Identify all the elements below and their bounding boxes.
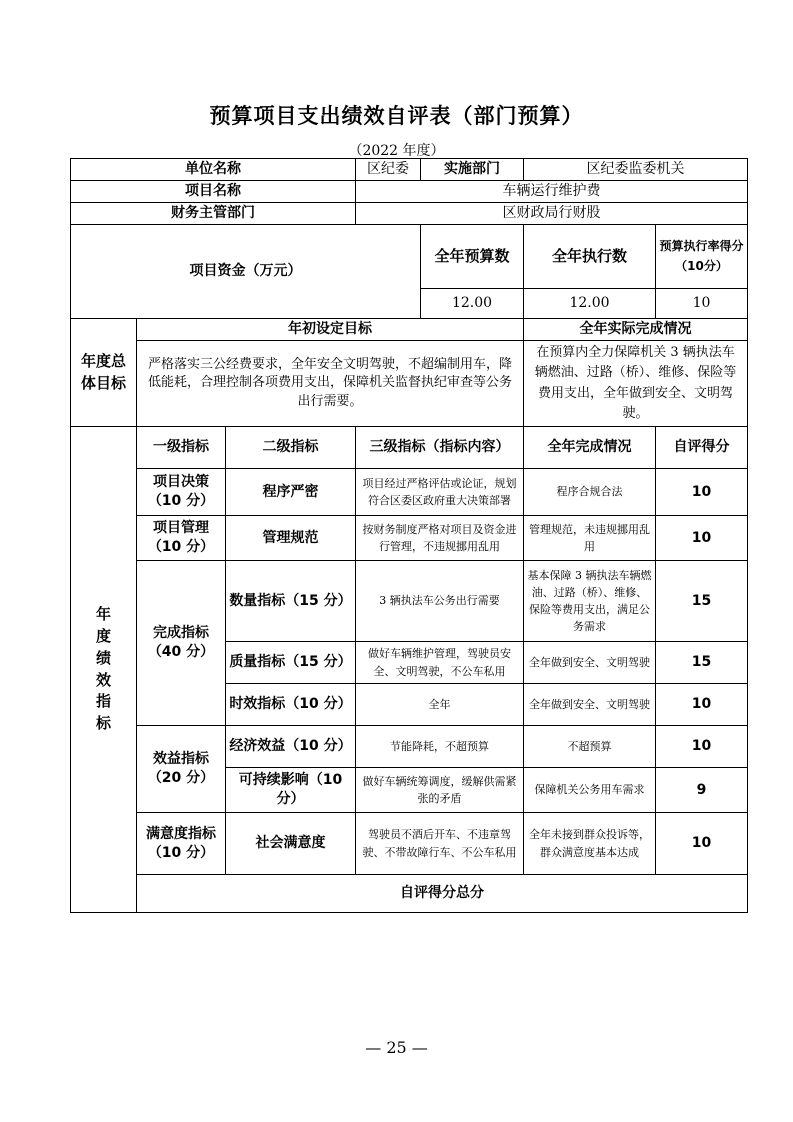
score-cell: 10: [656, 469, 748, 516]
l1-cell: 项目决策（10 分）: [137, 469, 226, 516]
done-cell: 程序合规合法: [524, 469, 656, 516]
table-row: [71, 726, 748, 768]
score-header: 自评得分: [656, 427, 748, 469]
table-row: [71, 516, 748, 561]
done-cell: 全年未接到群众投诉等，群众满意度基本达成: [524, 813, 656, 875]
set-goal-text: 严格落实三公经费要求，全年安全文明驾驶，不超编制用车，降低能耗，合理控制各项费用支出，保障机关监督执纪审查等公务出行需要。: [137, 341, 524, 427]
l3-cell: 3 辆执法车公务出行需要: [356, 561, 524, 642]
score-cell: 10: [656, 726, 748, 768]
funds-label: 项目资金（万元）: [71, 225, 421, 319]
l2-cell: 时效指标（10 分）: [226, 684, 356, 726]
project-value: 车辆运行维护费: [356, 181, 748, 203]
dept-label: 实施部门: [421, 159, 524, 181]
finance-label: 财务主管部门: [71, 203, 356, 225]
l3-cell: 做好车辆统筹调度，缓解供需紧张的矛盾: [356, 768, 524, 813]
l2-cell: 管理规范: [226, 516, 356, 561]
perf-header-row: [71, 427, 748, 469]
l2-cell: 数量指标（15 分）: [226, 561, 356, 642]
l3-cell: 做好车辆维护管理，驾驶员安全、文明驾驶，不公车私用: [356, 642, 524, 684]
total-row: [71, 875, 748, 913]
set-goal-label: 年初设定目标: [137, 319, 524, 341]
goals-label: 年度总体目标: [71, 319, 137, 427]
unit-row: [71, 159, 748, 181]
actual-goal-text: 在预算内全力保障机关 3 辆执法车辆燃油、过路（桥）、维修、保险等费用支出，全年做到安全、文明驾驶。: [524, 341, 748, 427]
score-cell: 15: [656, 561, 748, 642]
project-label: 项目名称: [71, 181, 356, 203]
self-evaluation-table: [70, 158, 748, 913]
exec-value: 12.00: [524, 289, 656, 319]
perf-label: 年度绩效指标: [71, 427, 137, 913]
l2-cell: 程序严密: [226, 469, 356, 516]
dept-value: 区纪委监委机关: [524, 159, 748, 181]
l1-header: 一级指标: [137, 427, 226, 469]
table-row: [71, 469, 748, 516]
table-row: [71, 813, 748, 875]
l1-cell: 效益指标（20 分）: [137, 726, 226, 813]
page-title: 预算项目支出绩效自评表（部门预算）: [209, 104, 584, 128]
budget-label: 全年预算数: [421, 225, 524, 289]
l3-cell: 节能降耗，不超预算: [356, 726, 524, 768]
unit-label: 单位名称: [71, 159, 356, 181]
l2-cell: 可持续影响（10 分）: [226, 768, 356, 813]
rate-value: 10: [656, 289, 748, 319]
done-cell: 不超预算: [524, 726, 656, 768]
rate-label: 预算执行率得分（10分）: [656, 225, 748, 289]
table-row: [71, 561, 748, 642]
l3-header: 三级指标（指标内容）: [356, 427, 524, 469]
total-label: 自评得分总分: [137, 875, 748, 913]
l1-cell: 满意度指标（10 分）: [137, 813, 226, 875]
actual-goal-label: 全年实际完成情况: [524, 319, 748, 341]
page-number: — 25 —: [365, 1038, 428, 1057]
score-cell: 9: [656, 768, 748, 813]
score-cell: 10: [656, 684, 748, 726]
done-cell: 基本保障 3 辆执法车辆燃油、过路（桥）、维修、保险等费用支出，满足公务需求: [524, 561, 656, 642]
l2-cell: 质量指标（15 分）: [226, 642, 356, 684]
l3-cell: 按财务制度严格对项目及资金进行管理，不违规挪用乱用: [356, 516, 524, 561]
score-cell: 10: [656, 813, 748, 875]
unit-value: 区纪委: [356, 159, 421, 181]
done-header: 全年完成情况: [524, 427, 656, 469]
score-cell: 15: [656, 642, 748, 684]
funds-header-row: [71, 225, 748, 289]
l3-cell: 驾驶员不酒后开车、不违章驾驶、不带故障行车、不公车私用: [356, 813, 524, 875]
project-row: [71, 181, 748, 203]
l2-cell: 社会满意度: [226, 813, 356, 875]
goals-text-row: [71, 341, 748, 427]
l3-cell: 项目经过严格评估或论证，规划符合区委区政府重大决策部署: [356, 469, 524, 516]
l2-cell: 经济效益（10 分）: [226, 726, 356, 768]
finance-row: [71, 203, 748, 225]
l3-cell: 全年: [356, 684, 524, 726]
done-cell: 全年做到安全、文明驾驶: [524, 684, 656, 726]
done-cell: 管理规范，未违规挪用乱用: [524, 516, 656, 561]
goals-header-row: [71, 319, 748, 341]
score-cell: 10: [656, 516, 748, 561]
exec-label: 全年执行数: [524, 225, 656, 289]
done-cell: 全年做到安全、文明驾驶: [524, 642, 656, 684]
l2-header: 二级指标: [226, 427, 356, 469]
l1-cell: 完成指标（40 分）: [137, 561, 226, 726]
budget-value: 12.00: [421, 289, 524, 319]
year-label: （2022 年度）: [348, 143, 445, 159]
done-cell: 保障机关公务用车需求: [524, 768, 656, 813]
finance-value: 区财政局行财股: [356, 203, 748, 225]
l1-cell: 项目管理（10 分）: [137, 516, 226, 561]
